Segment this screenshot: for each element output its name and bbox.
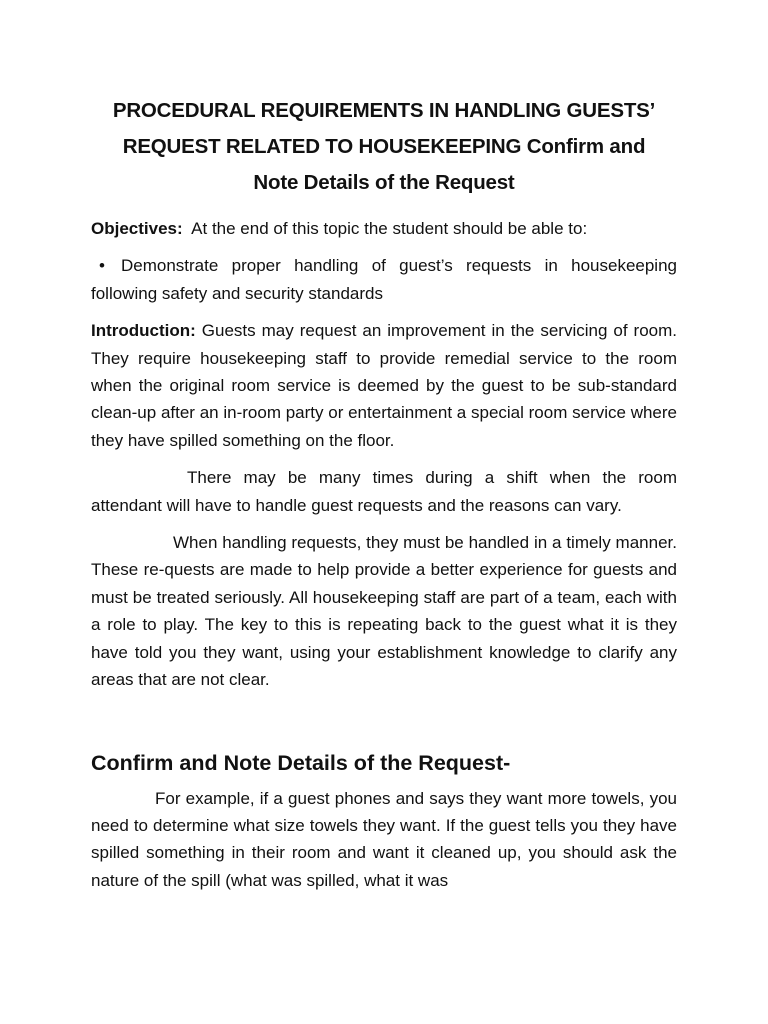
paragraph-handling-requests: When handling requests, they must be handled in a timely manner. These re-quests are made to help provide a better experience for guests and must be treated seriously. All housekeeping staff are part of a team, each with a role to play. The key to this is repeating back to the guest what it is they have told you they want, using your establishment knowledge to clarify any areas that are not clear. — [91, 533, 677, 690]
bullet-icon: • — [99, 256, 105, 276]
title-line-3: Note Details of the Request — [253, 171, 515, 194]
objectives-text: At the end of this topic the student should be able to: — [182, 219, 588, 238]
introduction-text: Guests may request an improvement in the servicing of room. They require housekeeping staff to provide remedial service to the room when the original room service is deemed by the guest to be sub-standard clean-up after an in-room party or entertainment a special room service where they have spilled something on the floor. — [91, 321, 677, 450]
paragraph-example: For example, if a guest phones and says they want more towels, you need to determine what size towels they want. If the guest tells you they have spilled something in their room and want it cleaned up, you should ask the nature of the spill (what was spilled, what it was — [91, 788, 677, 890]
introduction-label: Introduction: — [91, 321, 196, 341]
title-line-1: PROCEDURAL REQUIREMENTS IN HANDLING GUESTS’ — [112, 99, 656, 122]
title-line-2: REQUEST RELATED TO HOUSEKEEPING Confirm and — [122, 135, 646, 158]
bullet-text: Demonstrate proper handling of guest’s requests in housekeeping following safety and security standards — [91, 256, 677, 303]
document-title — [91, 93, 677, 201]
document-page — [91, 93, 677, 894]
objectives-label: Objectives: — [91, 219, 183, 238]
paragraph-shift-requests: There may be many times during a shift when the room attendant will have to handle guest requests and the reasons can vary. — [91, 468, 677, 515]
objectives-paragraph — [91, 215, 677, 242]
objective-bullet-item — [91, 252, 677, 307]
introduction-paragraph — [91, 317, 677, 454]
section-heading: Confirm and Note Details of the Request- — [91, 750, 511, 775]
